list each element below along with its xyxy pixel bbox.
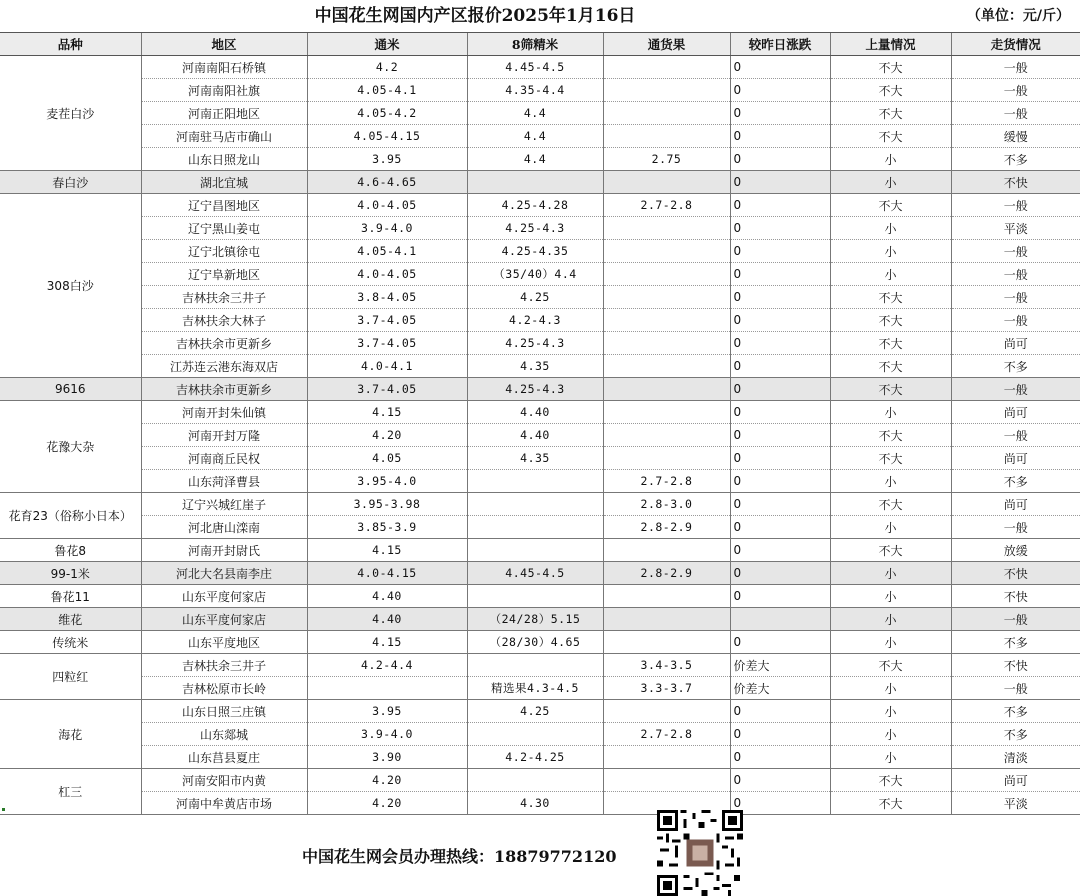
- table-row: [0, 493, 1080, 516]
- cell-change: 0: [730, 355, 830, 378]
- cell-supply: 小: [830, 240, 951, 263]
- cell-supply: 小: [830, 631, 951, 654]
- cell-jingmi: 4.4: [467, 148, 603, 171]
- cell-region: 山东日照龙山: [141, 148, 307, 171]
- cell-variety: 杠三: [0, 769, 141, 815]
- cell-tongmi: 3.7-4.05: [307, 378, 467, 401]
- cell-sales: 不多: [951, 355, 1080, 378]
- cell-sales: 尚可: [951, 493, 1080, 516]
- cell-tonghuoguo: [603, 539, 730, 562]
- cell-sales: 一般: [951, 309, 1080, 332]
- cell-jingmi: 4.25-4.3: [467, 378, 603, 401]
- cell-tongmi: 3.9-4.0: [307, 217, 467, 240]
- col-header-tonghuoguo: 通货果: [603, 33, 730, 56]
- cell-tongmi: 4.15: [307, 539, 467, 562]
- cell-jingmi: 4.25: [467, 286, 603, 309]
- table-row: [0, 171, 1080, 194]
- cell-supply: 小: [830, 171, 951, 194]
- cell-jingmi: （24/28）5.15: [467, 608, 603, 631]
- cell-jingmi: 4.2-4.3: [467, 309, 603, 332]
- cell-sales: 不快: [951, 171, 1080, 194]
- cell-tonghuoguo: [603, 125, 730, 148]
- cell-supply: 不大: [830, 355, 951, 378]
- table-row: [0, 148, 1080, 171]
- cell-region: 河南开封尉氏: [141, 539, 307, 562]
- cell-jingmi: 4.45-4.5: [467, 56, 603, 79]
- col-header-region: 地区: [141, 33, 307, 56]
- cell-variety: 麦茬白沙: [0, 56, 141, 171]
- cell-change: 0: [730, 309, 830, 332]
- cell-region: 河南开封朱仙镇: [141, 401, 307, 424]
- cell-tongmi: [307, 677, 467, 700]
- cell-supply: 不大: [830, 654, 951, 677]
- cell-sales: 一般: [951, 263, 1080, 286]
- cell-region: 辽宁阜新地区: [141, 263, 307, 286]
- cell-tonghuoguo: [603, 332, 730, 355]
- cell-tongmi: 4.20: [307, 792, 467, 815]
- cell-change: 0: [730, 240, 830, 263]
- cell-change: 0: [730, 700, 830, 723]
- cell-change: 0: [730, 562, 830, 585]
- price-table: [0, 33, 1080, 815]
- cell-jingmi: 4.45-4.5: [467, 562, 603, 585]
- cell-tonghuoguo: 2.8-2.9: [603, 516, 730, 539]
- cell-jingmi: [467, 470, 603, 493]
- cell-jingmi: [467, 769, 603, 792]
- cell-supply: 不大: [830, 125, 951, 148]
- cell-region: 河北唐山滦南: [141, 516, 307, 539]
- cell-sales: 一般: [951, 79, 1080, 102]
- cell-variety: 四粒红: [0, 654, 141, 700]
- table-row: [0, 746, 1080, 769]
- cell-jingmi: 4.25-4.3: [467, 332, 603, 355]
- cell-tongmi: 3.7-4.05: [307, 332, 467, 355]
- cell-tongmi: 4.15: [307, 401, 467, 424]
- cell-jingmi: [467, 493, 603, 516]
- cell-variety: 春白沙: [0, 171, 141, 194]
- cell-jingmi: 4.4: [467, 125, 603, 148]
- cell-region: 山东平度地区: [141, 631, 307, 654]
- cell-region: 河南开封万隆: [141, 424, 307, 447]
- cell-tongmi: 3.85-3.9: [307, 516, 467, 539]
- cell-sales: 一般: [951, 56, 1080, 79]
- cell-jingmi: [467, 585, 603, 608]
- table-row: [0, 56, 1080, 79]
- cell-jingmi: 4.25-4.3: [467, 217, 603, 240]
- cell-region: 吉林扶余三井子: [141, 654, 307, 677]
- cell-sales: 不多: [951, 723, 1080, 746]
- cell-jingmi: [467, 539, 603, 562]
- cell-tonghuoguo: 3.3-3.7: [603, 677, 730, 700]
- cell-variety: 传统米: [0, 631, 141, 654]
- cell-tonghuoguo: [603, 700, 730, 723]
- cell-supply: 不大: [830, 447, 951, 470]
- cell-variety: 花育23（俗称小日本）: [0, 493, 141, 539]
- table-row: [0, 424, 1080, 447]
- cell-tonghuoguo: [603, 401, 730, 424]
- cell-change: 0: [730, 792, 830, 815]
- cell-variety: 9616: [0, 378, 141, 401]
- cell-change: 0: [730, 79, 830, 102]
- cell-region: 河南驻马店市确山: [141, 125, 307, 148]
- cell-tonghuoguo: [603, 263, 730, 286]
- cell-change: 0: [730, 378, 830, 401]
- cell-jingmi: 4.2-4.25: [467, 746, 603, 769]
- cell-tongmi: 4.2: [307, 56, 467, 79]
- cell-tonghuoguo: [603, 631, 730, 654]
- cell-supply: 小: [830, 263, 951, 286]
- cell-region: 河南商丘民权: [141, 447, 307, 470]
- col-header-jingmi: 8筛精米: [467, 33, 603, 56]
- cell-tonghuoguo: [603, 56, 730, 79]
- cell-region: 河南安阳市内黄: [141, 769, 307, 792]
- cell-tonghuoguo: 2.7-2.8: [603, 723, 730, 746]
- cell-change: 0: [730, 194, 830, 217]
- cell-sales: 尚可: [951, 332, 1080, 355]
- table-row: [0, 677, 1080, 700]
- cell-sales: 不多: [951, 148, 1080, 171]
- cell-sales: 不多: [951, 631, 1080, 654]
- cell-sales: 一般: [951, 608, 1080, 631]
- table-row: [0, 585, 1080, 608]
- cell-supply: 小: [830, 516, 951, 539]
- cell-jingmi: [467, 516, 603, 539]
- cell-change: 0: [730, 516, 830, 539]
- cell-jingmi: 4.30: [467, 792, 603, 815]
- cell-region: 江苏连云港东海双店: [141, 355, 307, 378]
- col-header-supply: 上量情况: [830, 33, 951, 56]
- cell-change: 0: [730, 769, 830, 792]
- cell-tonghuoguo: 2.7-2.8: [603, 470, 730, 493]
- cell-tonghuoguo: [603, 424, 730, 447]
- cell-jingmi: 4.25-4.28: [467, 194, 603, 217]
- cell-region: 湖北宜城: [141, 171, 307, 194]
- cell-change: 0: [730, 424, 830, 447]
- cell-sales: 放缓: [951, 539, 1080, 562]
- cell-change: 0: [730, 171, 830, 194]
- table-row: [0, 723, 1080, 746]
- cell-region: 吉林扶余市更新乡: [141, 378, 307, 401]
- cell-change: 0: [730, 102, 830, 125]
- cell-tongmi: 3.8-4.05: [307, 286, 467, 309]
- cell-supply: 小: [830, 401, 951, 424]
- cell-variety: 鲁花8: [0, 539, 141, 562]
- cell-sales: 尚可: [951, 447, 1080, 470]
- table-row: [0, 309, 1080, 332]
- cell-tonghuoguo: 2.7-2.8: [603, 194, 730, 217]
- cell-tongmi: 4.2-4.4: [307, 654, 467, 677]
- cell-jingmi: （35/40）4.4: [467, 263, 603, 286]
- cell-supply: 小: [830, 723, 951, 746]
- footer: [0, 808, 1080, 896]
- cell-jingmi: 4.40: [467, 424, 603, 447]
- cell-supply: 不大: [830, 493, 951, 516]
- cell-tongmi: 4.0-4.15: [307, 562, 467, 585]
- table-body: [0, 56, 1080, 815]
- cell-supply: 不大: [830, 792, 951, 815]
- cell-jingmi: [467, 171, 603, 194]
- cell-supply: 小: [830, 700, 951, 723]
- cell-change: 0: [730, 148, 830, 171]
- cell-region: 辽宁黑山姜屯: [141, 217, 307, 240]
- cell-supply: 不大: [830, 102, 951, 125]
- cell-tongmi: 4.20: [307, 424, 467, 447]
- cell-supply: 不大: [830, 286, 951, 309]
- cell-region: 山东日照三庄镇: [141, 700, 307, 723]
- cell-sales: 一般: [951, 378, 1080, 401]
- cell-tonghuoguo: [603, 355, 730, 378]
- cell-variety: 鲁花11: [0, 585, 141, 608]
- cell-sales: 一般: [951, 516, 1080, 539]
- cell-change: 价差大: [730, 677, 830, 700]
- cell-supply: 小: [830, 217, 951, 240]
- cell-variety: 海花: [0, 700, 141, 769]
- cell-change: 0: [730, 631, 830, 654]
- cell-supply: 不大: [830, 539, 951, 562]
- cell-region: 山东平度何家店: [141, 585, 307, 608]
- cell-supply: 小: [830, 585, 951, 608]
- cell-tonghuoguo: [603, 585, 730, 608]
- cell-sales: 尚可: [951, 401, 1080, 424]
- cell-region: 吉林扶余三井子: [141, 286, 307, 309]
- table-row: [0, 240, 1080, 263]
- cell-variety: 99-1米: [0, 562, 141, 585]
- hotline-text: 中国花生网会员办理热线：18879772120: [302, 847, 617, 866]
- qr-code-icon: [656, 810, 744, 896]
- cell-region: 辽宁北镇徐屯: [141, 240, 307, 263]
- cell-tonghuoguo: [603, 746, 730, 769]
- cell-change: 0: [730, 125, 830, 148]
- cell-sales: 不快: [951, 562, 1080, 585]
- cell-sales: 不快: [951, 585, 1080, 608]
- table-row: [0, 447, 1080, 470]
- cell-supply: 小: [830, 562, 951, 585]
- cell-sales: 平淡: [951, 792, 1080, 815]
- cell-sales: 一般: [951, 286, 1080, 309]
- cell-region: 山东平度何家店: [141, 608, 307, 631]
- title-row: [0, 0, 1080, 33]
- cell-sales: 一般: [951, 240, 1080, 263]
- cell-region: 河南南阳社旗: [141, 79, 307, 102]
- cell-change: 0: [730, 401, 830, 424]
- table-row: [0, 562, 1080, 585]
- table-row: [0, 401, 1080, 424]
- cell-jingmi: 4.25: [467, 700, 603, 723]
- cell-tonghuoguo: [603, 102, 730, 125]
- table-row: [0, 79, 1080, 102]
- cell-variety: 308白沙: [0, 194, 141, 378]
- cell-supply: 不大: [830, 79, 951, 102]
- cell-region: 山东菏泽曹县: [141, 470, 307, 493]
- cell-change: 0: [730, 723, 830, 746]
- cell-change: 价差大: [730, 654, 830, 677]
- col-header-variety: 品种: [0, 33, 141, 56]
- cell-change: 0: [730, 746, 830, 769]
- cell-supply: 不大: [830, 194, 951, 217]
- cell-tongmi: 4.0-4.1: [307, 355, 467, 378]
- table-row: [0, 263, 1080, 286]
- cell-tonghuoguo: 2.8-2.9: [603, 562, 730, 585]
- cell-change: 0: [730, 56, 830, 79]
- cell-change: 0: [730, 493, 830, 516]
- cell-tongmi: 3.95-3.98: [307, 493, 467, 516]
- table-row: [0, 700, 1080, 723]
- cell-tongmi: 4.05-4.2: [307, 102, 467, 125]
- cell-change: 0: [730, 470, 830, 493]
- cell-jingmi: 4.4: [467, 102, 603, 125]
- cell-tongmi: 4.6-4.65: [307, 171, 467, 194]
- cell-supply: 小: [830, 608, 951, 631]
- table-row: [0, 516, 1080, 539]
- cell-region: 河北大名县南李庄: [141, 562, 307, 585]
- cell-tongmi: 3.95: [307, 148, 467, 171]
- table-row: [0, 470, 1080, 493]
- cell-change: 0: [730, 539, 830, 562]
- cell-supply: 不大: [830, 424, 951, 447]
- cell-supply: 不大: [830, 332, 951, 355]
- cell-region: 河南南阳石桥镇: [141, 56, 307, 79]
- cell-change: 0: [730, 286, 830, 309]
- cell-supply: 不大: [830, 309, 951, 332]
- cell-jingmi: 4.35-4.4: [467, 79, 603, 102]
- cell-tongmi: 4.05: [307, 447, 467, 470]
- cell-tongmi: 4.40: [307, 608, 467, 631]
- col-header-sales: 走货情况: [951, 33, 1080, 56]
- cell-tongmi: 4.20: [307, 769, 467, 792]
- cell-sales: 不多: [951, 470, 1080, 493]
- cell-variety: 花豫大杂: [0, 401, 141, 493]
- cell-tongmi: 3.9-4.0: [307, 723, 467, 746]
- table-row: [0, 769, 1080, 792]
- cell-jingmi: 4.35: [467, 355, 603, 378]
- cell-tonghuoguo: [603, 378, 730, 401]
- cell-region: 辽宁兴城红崖子: [141, 493, 307, 516]
- cell-change: 0: [730, 447, 830, 470]
- cell-jingmi: （28/30）4.65: [467, 631, 603, 654]
- cell-supply: 不大: [830, 56, 951, 79]
- cell-tongmi: 4.05-4.1: [307, 79, 467, 102]
- cell-tongmi: 4.0-4.05: [307, 194, 467, 217]
- col-header-change: 较昨日涨跌: [730, 33, 830, 56]
- cell-change: 0: [730, 217, 830, 240]
- cell-tonghuoguo: [603, 217, 730, 240]
- cell-jingmi: [467, 654, 603, 677]
- cell-jingmi: 4.40: [467, 401, 603, 424]
- cell-jingmi: 4.35: [467, 447, 603, 470]
- cell-jingmi: 4.25-4.35: [467, 240, 603, 263]
- table-row: [0, 378, 1080, 401]
- cell-supply: 小: [830, 746, 951, 769]
- cell-tonghuoguo: [603, 608, 730, 631]
- cell-change: 0: [730, 585, 830, 608]
- cell-tonghuoguo: 2.75: [603, 148, 730, 171]
- table-row: [0, 539, 1080, 562]
- table-row: [0, 332, 1080, 355]
- cell-sales: 尚可: [951, 769, 1080, 792]
- cell-region: 河南中牟黄店市场: [141, 792, 307, 815]
- table-row: [0, 654, 1080, 677]
- table-row: [0, 125, 1080, 148]
- cell-change: 0: [730, 263, 830, 286]
- cell-supply: 小: [830, 148, 951, 171]
- sheet-title: 中国花生网国内产区报价2025年1月16日: [314, 6, 636, 26]
- table-row: [0, 608, 1080, 631]
- cell-region: 辽宁昌图地区: [141, 194, 307, 217]
- cell-tongmi: 4.05-4.15: [307, 125, 467, 148]
- cell-tonghuoguo: [603, 769, 730, 792]
- cell-tongmi: 3.95-4.0: [307, 470, 467, 493]
- table-row: [0, 286, 1080, 309]
- cell-sales: 一般: [951, 194, 1080, 217]
- cell-tongmi: 4.40: [307, 585, 467, 608]
- cell-sales: 不快: [951, 654, 1080, 677]
- table-row: [0, 217, 1080, 240]
- table-row: [0, 102, 1080, 125]
- cell-sales: 不多: [951, 700, 1080, 723]
- cell-tongmi: 3.7-4.05: [307, 309, 467, 332]
- unit-label: （单位：元/斤）: [966, 8, 1070, 24]
- cell-tonghuoguo: [603, 171, 730, 194]
- cell-variety: 维花: [0, 608, 141, 631]
- cell-jingmi: 精选果4.3-4.5: [467, 677, 603, 700]
- cell-tongmi: 4.05-4.1: [307, 240, 467, 263]
- cell-tongmi: 3.95: [307, 700, 467, 723]
- cell-tonghuoguo: [603, 286, 730, 309]
- cell-region: 吉林松原市长岭: [141, 677, 307, 700]
- cell-sales: 清淡: [951, 746, 1080, 769]
- cell-tonghuoguo: 3.4-3.5: [603, 654, 730, 677]
- table-row: [0, 355, 1080, 378]
- cell-supply: 小: [830, 470, 951, 493]
- cell-sales: 缓慢: [951, 125, 1080, 148]
- cell-tonghuoguo: [603, 79, 730, 102]
- cell-change: [730, 608, 830, 631]
- table-row: [0, 631, 1080, 654]
- col-header-tongmi: 通米: [307, 33, 467, 56]
- cell-tongmi: 4.0-4.05: [307, 263, 467, 286]
- cell-supply: 不大: [830, 378, 951, 401]
- cell-tonghuoguo: [603, 447, 730, 470]
- cell-region: 吉林扶余大林子: [141, 309, 307, 332]
- cell-sales: 一般: [951, 677, 1080, 700]
- cell-jingmi: [467, 723, 603, 746]
- corner-mark: [2, 808, 5, 811]
- cell-tongmi: 4.15: [307, 631, 467, 654]
- cell-supply: 小: [830, 677, 951, 700]
- cell-tonghuoguo: [603, 309, 730, 332]
- cell-supply: 不大: [830, 769, 951, 792]
- cell-change: 0: [730, 332, 830, 355]
- cell-tongmi: 3.90: [307, 746, 467, 769]
- cell-tonghuoguo: [603, 240, 730, 263]
- cell-region: 山东莒县夏庄: [141, 746, 307, 769]
- cell-sales: 一般: [951, 102, 1080, 125]
- cell-sales: 平淡: [951, 217, 1080, 240]
- cell-tonghuoguo: 2.8-3.0: [603, 493, 730, 516]
- table-row: [0, 194, 1080, 217]
- cell-region: 山东郯城: [141, 723, 307, 746]
- cell-sales: 一般: [951, 424, 1080, 447]
- header-row: [0, 33, 1080, 56]
- cell-region: 河南正阳地区: [141, 102, 307, 125]
- cell-region: 吉林扶余市更新乡: [141, 332, 307, 355]
